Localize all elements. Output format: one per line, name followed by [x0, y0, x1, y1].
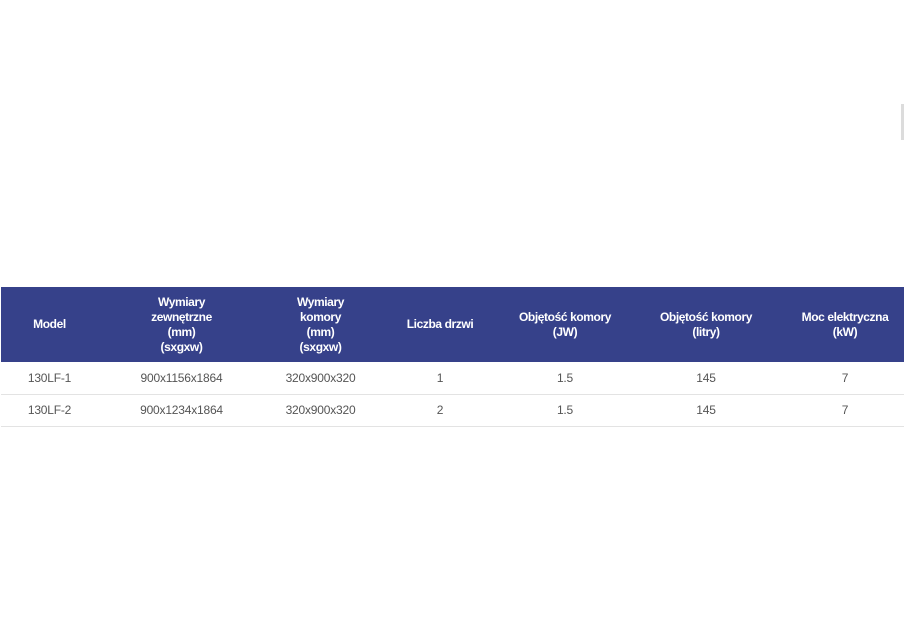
cell-external-dimensions: 900x1234x1864	[140, 403, 223, 417]
header-volume-liters: Objętość komory (litry)	[659, 309, 753, 339]
header-power: Moc elektryczna (kW)	[801, 309, 889, 339]
cell-model: 130LF-2	[27, 403, 72, 417]
cell-power: 7	[841, 403, 849, 417]
cell-power: 7	[841, 370, 849, 385]
table-row	[1, 394, 904, 426]
cell-external-dimensions: 900x1156x1864	[140, 370, 223, 385]
cell-chamber-dimensions: 320x900x320	[285, 370, 356, 385]
header-volume-jw: Objętość komory (JW)	[518, 309, 612, 339]
cell-volume-jw: 1.5	[556, 370, 574, 385]
table-row	[1, 362, 904, 394]
cell-volume-liters: 145	[696, 403, 716, 417]
header-row	[1, 287, 904, 362]
header-chamber-dimensions: Wymiary komory (mm) (sxgxw)	[296, 294, 344, 354]
header-external-dimensions: Wymiary zewnętrzne (mm) (sxgxw)	[151, 294, 212, 354]
header-door-count: Liczba drzwi	[406, 317, 474, 331]
table-body	[1, 362, 904, 426]
cell-model: 130LF-1	[27, 370, 72, 385]
spec-table	[1, 287, 904, 427]
cell-volume-jw: 1.5	[556, 403, 574, 417]
cell-chamber-dimensions: 320x900x320	[285, 403, 356, 417]
table-header	[1, 287, 904, 362]
cell-volume-liters: 145	[696, 370, 716, 385]
cell-door-count: 2	[436, 403, 444, 417]
header-model: Model	[33, 317, 66, 331]
cell-door-count: 1	[436, 370, 444, 385]
